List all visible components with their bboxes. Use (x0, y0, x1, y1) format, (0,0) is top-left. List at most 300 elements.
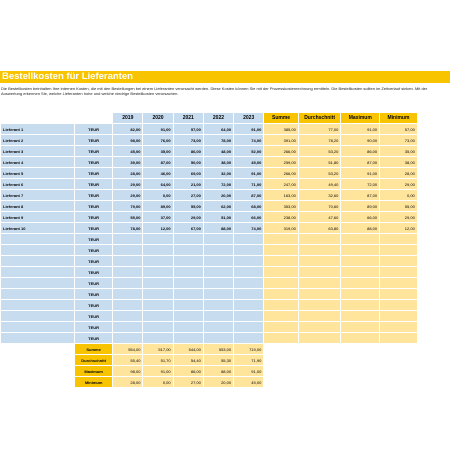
summary-value-cell[interactable]: 27,00 (173, 377, 203, 388)
stat-header[interactable]: Durchschnitt (298, 113, 341, 124)
empty-row (1, 300, 450, 311)
stat-cell[interactable] (341, 234, 380, 245)
blank-cell (298, 377, 341, 388)
value-cell[interactable]: 50,00 (173, 157, 203, 168)
unit-cell[interactable]: TEUR (75, 190, 113, 201)
unit-cell[interactable]: TEUR (75, 157, 113, 168)
unit-cell[interactable]: TEUR (75, 201, 113, 212)
stat-cell[interactable]: 57,00 (380, 124, 418, 135)
stat-cell[interactable] (264, 234, 299, 245)
stat-cell[interactable]: 53,20 (298, 168, 341, 179)
corner-cell[interactable] (75, 113, 113, 124)
value-cell[interactable] (203, 278, 233, 289)
summary-row (1, 366, 450, 377)
stat-cell[interactable]: 63,80 (298, 223, 341, 234)
value-cell[interactable] (113, 322, 143, 333)
stat-cell[interactable]: 49,40 (298, 179, 341, 190)
stat-cell[interactable]: 12,00 (380, 223, 418, 234)
table-row (1, 201, 450, 212)
value-cell[interactable] (143, 267, 173, 278)
blank-cell (380, 355, 418, 366)
value-cell[interactable]: 20,00 (203, 190, 233, 201)
summary-label[interactable]: Maximum (75, 366, 113, 377)
unit-cell[interactable]: TEUR (75, 322, 113, 333)
value-cell[interactable]: 62,00 (203, 201, 233, 212)
supplier-name-cell[interactable]: Lieferant 7 (1, 190, 75, 201)
stat-cell[interactable]: 90,00 (341, 135, 380, 146)
value-cell[interactable]: 72,00 (203, 179, 233, 190)
value-cell[interactable] (143, 278, 173, 289)
stat-cell[interactable] (298, 289, 341, 300)
unit-cell[interactable]: TEUR (75, 278, 113, 289)
blank-cell (298, 355, 341, 366)
value-cell[interactable] (143, 256, 173, 267)
value-cell[interactable] (143, 300, 173, 311)
unit-cell[interactable]: TEUR (75, 333, 113, 344)
blank-cell (380, 377, 418, 388)
unit-cell[interactable]: TEUR (75, 256, 113, 267)
value-cell[interactable]: 69,00 (173, 168, 203, 179)
unit-cell[interactable]: TEUR (75, 245, 113, 256)
stat-cell[interactable] (264, 256, 299, 267)
supplier-name-cell[interactable]: Lieferant 10 (1, 223, 75, 234)
table-row (1, 135, 450, 146)
value-cell[interactable] (113, 300, 143, 311)
value-cell[interactable] (173, 234, 203, 245)
value-cell[interactable]: 29,00 (113, 179, 143, 190)
stat-cell[interactable] (264, 267, 299, 278)
value-cell[interactable] (113, 256, 143, 267)
stat-header[interactable]: Maximum (341, 113, 380, 124)
stat-cell[interactable]: 163,00 (264, 190, 299, 201)
blank-cell (298, 366, 341, 377)
empty-row (1, 267, 450, 278)
year-header[interactable]: 2021 (173, 113, 203, 124)
value-cell[interactable]: 78,00 (113, 223, 143, 234)
stat-cell[interactable] (298, 322, 341, 333)
summary-value-cell[interactable]: 544,00 (173, 344, 203, 355)
value-cell[interactable]: 38,00 (203, 157, 233, 168)
stat-cell[interactable] (341, 256, 380, 267)
summary-value-cell[interactable]: 554,00 (113, 344, 143, 355)
value-cell[interactable]: 86,00 (173, 146, 203, 157)
stat-cell[interactable]: 353,00 (264, 201, 299, 212)
summary-value-cell[interactable]: 71,90 (234, 355, 264, 366)
value-cell[interactable]: 55,00 (173, 201, 203, 212)
supplier-name-cell[interactable] (1, 289, 75, 300)
blank-cell (1, 344, 75, 355)
unit-cell[interactable]: TEUR (75, 234, 113, 245)
supplier-name-cell[interactable] (1, 267, 75, 278)
value-cell[interactable]: 29,00 (113, 190, 143, 201)
unit-cell[interactable]: TEUR (75, 179, 113, 190)
value-cell[interactable] (143, 311, 173, 322)
stat-cell[interactable] (264, 300, 299, 311)
summary-value-cell[interactable]: 55,30 (203, 355, 233, 366)
value-cell[interactable]: 55,00 (113, 212, 143, 223)
supplier-name-cell[interactable] (1, 256, 75, 267)
value-cell[interactable]: 21,00 (173, 179, 203, 190)
summary-value-cell[interactable]: 86,00 (173, 366, 203, 377)
stat-cell[interactable]: 70,60 (298, 201, 341, 212)
value-cell[interactable] (203, 333, 233, 344)
empty-row (1, 333, 450, 344)
summary-value-cell[interactable]: 45,00 (234, 377, 264, 388)
value-cell[interactable] (234, 256, 264, 267)
stat-cell[interactable] (264, 333, 299, 344)
value-cell[interactable] (234, 311, 264, 322)
stat-cell[interactable] (380, 311, 418, 322)
stat-header[interactable]: Summe (264, 113, 299, 124)
table-row (1, 157, 450, 168)
stat-cell[interactable]: 259,00 (264, 157, 299, 168)
stat-cell[interactable]: 0,00 (380, 190, 418, 201)
unit-cell[interactable]: TEUR (75, 146, 113, 157)
stat-cell[interactable]: 88,00 (341, 223, 380, 234)
summary-value-cell[interactable]: 20,00 (203, 377, 233, 388)
stat-cell[interactable]: 35,00 (380, 146, 418, 157)
value-cell[interactable]: 46,00 (143, 168, 173, 179)
value-cell[interactable]: 88,00 (203, 223, 233, 234)
summary-value-cell[interactable]: 88,00 (203, 366, 233, 377)
value-cell[interactable]: 66,00 (234, 212, 264, 223)
value-cell[interactable] (234, 322, 264, 333)
value-cell[interactable] (173, 300, 203, 311)
value-cell[interactable] (234, 234, 264, 245)
stat-cell[interactable]: 47,60 (298, 212, 341, 223)
stat-cell[interactable]: 89,00 (341, 201, 380, 212)
supplier-name-cell[interactable] (1, 300, 75, 311)
summary-value-cell[interactable]: 28,00 (113, 377, 143, 388)
value-cell[interactable]: 91,00 (143, 124, 173, 135)
value-cell[interactable]: 89,00 (143, 201, 173, 212)
supplier-name-cell[interactable] (1, 322, 75, 333)
stat-cell[interactable]: 247,00 (264, 179, 299, 190)
stat-cell[interactable] (264, 311, 299, 322)
stat-cell[interactable] (341, 289, 380, 300)
value-cell[interactable] (234, 267, 264, 278)
value-cell[interactable]: 39,00 (113, 157, 143, 168)
value-cell[interactable]: 71,00 (234, 179, 264, 190)
stat-cell[interactable] (380, 289, 418, 300)
value-cell[interactable] (234, 300, 264, 311)
stat-cell[interactable]: 238,00 (264, 212, 299, 223)
stat-cell[interactable]: 86,00 (341, 146, 380, 157)
value-cell[interactable] (173, 278, 203, 289)
value-cell[interactable]: 27,00 (173, 190, 203, 201)
table-row (1, 190, 450, 201)
stat-cell[interactable]: 78,20 (298, 135, 341, 146)
value-cell[interactable] (173, 322, 203, 333)
value-cell[interactable]: 45,00 (234, 157, 264, 168)
sheet-description: Die Bestellkosten beinhalten Ihre internen Kosten, die mit den Bestellungen bei einem Lieferanten verursacht werden. Diese Kosten können Sie mit der Prozesskostenrechnung ermitteln. Die Bestellkosten sollten im Zeitverlauf sinken. Mit der Auswertung erkennen Sie, welche Lieferanten hohe und welche niedrige Bestellkosten verursachen. (1, 86, 428, 96)
value-cell[interactable] (113, 311, 143, 322)
summary-row (1, 355, 450, 366)
year-header[interactable]: 2023 (234, 113, 264, 124)
stat-cell[interactable]: 53,20 (298, 146, 341, 157)
stat-cell[interactable]: 73,00 (380, 135, 418, 146)
value-cell[interactable] (234, 245, 264, 256)
blank-cell (380, 344, 418, 355)
stat-cell[interactable] (298, 300, 341, 311)
supplier-name-cell[interactable]: Lieferant 9 (1, 212, 75, 223)
stat-cell[interactable] (298, 256, 341, 267)
blank-cell (1, 377, 75, 388)
value-cell[interactable] (234, 289, 264, 300)
stat-cell[interactable] (341, 245, 380, 256)
table-row (1, 212, 450, 223)
unit-cell[interactable]: TEUR (75, 300, 113, 311)
supplier-name-cell[interactable]: Lieferant 2 (1, 135, 75, 146)
blank-cell (1, 355, 75, 366)
cost-table (0, 112, 450, 388)
value-cell[interactable] (203, 234, 233, 245)
blank-cell (264, 355, 299, 366)
stat-cell[interactable] (341, 333, 380, 344)
value-cell[interactable] (203, 256, 233, 267)
table-row (1, 168, 450, 179)
stat-cell[interactable]: 55,00 (380, 201, 418, 212)
value-cell[interactable] (203, 300, 233, 311)
value-cell[interactable]: 73,00 (173, 135, 203, 146)
stat-cell[interactable] (341, 322, 380, 333)
stat-cell[interactable] (380, 234, 418, 245)
value-cell[interactable]: 64,00 (143, 179, 173, 190)
value-cell[interactable] (143, 322, 173, 333)
value-cell[interactable]: 0,00 (143, 190, 173, 201)
stat-cell[interactable] (341, 311, 380, 322)
value-cell[interactable] (113, 245, 143, 256)
stat-cell[interactable] (380, 245, 418, 256)
stat-cell[interactable] (264, 245, 299, 256)
value-cell[interactable] (203, 311, 233, 322)
empty-row (1, 256, 450, 267)
value-cell[interactable] (173, 267, 203, 278)
value-cell[interactable]: 68,00 (234, 201, 264, 212)
table-row (1, 146, 450, 157)
summary-value-cell[interactable]: 517,00 (143, 344, 173, 355)
stat-cell[interactable]: 66,00 (341, 212, 380, 223)
stat-cell[interactable]: 87,00 (341, 190, 380, 201)
value-cell[interactable] (173, 245, 203, 256)
supplier-name-cell[interactable] (1, 234, 75, 245)
stat-cell[interactable] (380, 300, 418, 311)
sheet-title: Bestellkosten für Lieferanten (2, 71, 133, 82)
supplier-name-cell[interactable] (1, 278, 75, 289)
value-cell[interactable]: 29,00 (173, 212, 203, 223)
unit-cell[interactable]: TEUR (75, 168, 113, 179)
blank-cell (341, 355, 380, 366)
stat-cell[interactable] (380, 267, 418, 278)
value-cell[interactable]: 57,00 (173, 124, 203, 135)
unit-cell[interactable]: TEUR (75, 289, 113, 300)
stat-cell[interactable]: 32,60 (298, 190, 341, 201)
unit-cell[interactable]: TEUR (75, 124, 113, 135)
value-cell[interactable] (203, 245, 233, 256)
blank-cell (341, 377, 380, 388)
unit-cell[interactable]: TEUR (75, 311, 113, 322)
supplier-name-cell[interactable]: Lieferant 4 (1, 157, 75, 168)
summary-value-cell[interactable]: 98,00 (113, 366, 143, 377)
empty-row (1, 278, 450, 289)
value-cell[interactable] (234, 333, 264, 344)
value-cell[interactable]: 35,00 (143, 146, 173, 157)
summary-row (1, 344, 450, 355)
stat-cell[interactable]: 91,00 (341, 168, 380, 179)
value-cell[interactable]: 37,00 (143, 212, 173, 223)
value-cell[interactable] (143, 333, 173, 344)
blank-cell (380, 366, 418, 377)
year-header[interactable]: 2020 (143, 113, 173, 124)
summary-label[interactable]: Minimum (75, 377, 113, 388)
value-cell[interactable]: 12,00 (143, 223, 173, 234)
value-cell[interactable]: 28,00 (113, 168, 143, 179)
header-row (1, 113, 450, 124)
stat-cell[interactable] (298, 333, 341, 344)
value-cell[interactable]: 76,00 (143, 135, 173, 146)
stat-cell[interactable]: 28,00 (380, 168, 418, 179)
value-cell[interactable]: 91,00 (234, 124, 264, 135)
stat-cell[interactable] (264, 322, 299, 333)
value-cell[interactable] (113, 333, 143, 344)
stat-header[interactable]: Minimum (380, 113, 418, 124)
blank-cell (264, 366, 299, 377)
summary-value-cell[interactable]: 0,00 (143, 377, 173, 388)
corner-cell[interactable] (1, 113, 75, 124)
empty-row (1, 322, 450, 333)
empty-row (1, 245, 450, 256)
summary-value-cell[interactable]: 91,00 (143, 366, 173, 377)
value-cell[interactable]: 91,00 (234, 168, 264, 179)
unit-cell[interactable]: TEUR (75, 212, 113, 223)
value-cell[interactable]: 74,00 (234, 223, 264, 234)
value-cell[interactable] (143, 245, 173, 256)
stat-cell[interactable] (380, 256, 418, 267)
value-cell[interactable]: 51,00 (203, 212, 233, 223)
blank-cell (298, 344, 341, 355)
stat-cell[interactable]: 266,00 (264, 168, 299, 179)
stat-cell[interactable]: 77,00 (298, 124, 341, 135)
summary-label[interactable]: Durchschnitt (75, 355, 113, 366)
supplier-name-cell[interactable]: Lieferant 1 (1, 124, 75, 135)
value-cell[interactable] (203, 322, 233, 333)
stat-cell[interactable]: 38,00 (380, 157, 418, 168)
value-cell[interactable] (203, 267, 233, 278)
stat-cell[interactable] (380, 322, 418, 333)
stat-cell[interactable]: 266,00 (264, 146, 299, 157)
unit-cell[interactable]: TEUR (75, 135, 113, 146)
value-cell[interactable] (173, 289, 203, 300)
value-cell[interactable]: 48,00 (203, 146, 233, 157)
value-cell[interactable]: 87,00 (143, 157, 173, 168)
year-header[interactable]: 2019 (113, 113, 143, 124)
value-cell[interactable]: 74,00 (234, 135, 264, 146)
value-cell[interactable] (113, 289, 143, 300)
blank-cell (264, 377, 299, 388)
value-cell[interactable]: 45,00 (113, 146, 143, 157)
value-cell[interactable]: 52,00 (234, 146, 264, 157)
stat-cell[interactable] (298, 278, 341, 289)
value-cell[interactable] (173, 256, 203, 267)
stat-cell[interactable]: 319,00 (264, 223, 299, 234)
supplier-name-cell[interactable]: Lieferant 6 (1, 179, 75, 190)
supplier-name-cell[interactable] (1, 311, 75, 322)
value-cell[interactable] (113, 267, 143, 278)
blank-cell (1, 366, 75, 377)
supplier-name-cell[interactable] (1, 333, 75, 344)
value-cell[interactable]: 79,00 (113, 201, 143, 212)
stat-cell[interactable] (341, 278, 380, 289)
value-cell[interactable] (173, 333, 203, 344)
supplier-name-cell[interactable]: Lieferant 5 (1, 168, 75, 179)
table-row (1, 223, 450, 234)
blank-cell (264, 344, 299, 355)
stat-cell[interactable]: 87,00 (341, 157, 380, 168)
stat-cell[interactable] (380, 278, 418, 289)
stat-cell[interactable]: 29,00 (380, 212, 418, 223)
value-cell[interactable] (113, 278, 143, 289)
value-cell[interactable]: 78,00 (203, 135, 233, 146)
value-cell[interactable] (143, 234, 173, 245)
value-cell[interactable]: 87,00 (234, 190, 264, 201)
unit-cell[interactable]: TEUR (75, 267, 113, 278)
summary-value-cell[interactable]: 91,00 (234, 366, 264, 377)
value-cell[interactable] (143, 289, 173, 300)
stat-cell[interactable] (298, 245, 341, 256)
supplier-name-cell[interactable] (1, 245, 75, 256)
summary-value-cell[interactable]: 553,00 (203, 344, 233, 355)
empty-row (1, 311, 450, 322)
stat-cell[interactable] (341, 267, 380, 278)
empty-row (1, 234, 450, 245)
summary-value-cell[interactable]: 51,70 (143, 355, 173, 366)
stat-cell[interactable] (380, 333, 418, 344)
supplier-name-cell[interactable]: Lieferant 8 (1, 201, 75, 212)
value-cell[interactable] (234, 278, 264, 289)
summary-value-cell[interactable]: 54,40 (173, 355, 203, 366)
stat-cell[interactable] (298, 311, 341, 322)
value-cell[interactable]: 64,00 (203, 124, 233, 135)
value-cell[interactable]: 32,00 (203, 168, 233, 179)
stat-cell[interactable]: 91,00 (341, 124, 380, 135)
stat-cell[interactable]: 72,00 (341, 179, 380, 190)
stat-cell[interactable] (341, 300, 380, 311)
summary-value-cell[interactable]: 55,40 (113, 355, 143, 366)
stat-cell[interactable] (264, 278, 299, 289)
value-cell[interactable] (203, 289, 233, 300)
table-row (1, 124, 450, 135)
blank-cell (341, 344, 380, 355)
value-cell[interactable]: 82,00 (113, 124, 143, 135)
value-cell[interactable] (173, 311, 203, 322)
stat-cell[interactable]: 385,00 (264, 124, 299, 135)
unit-cell[interactable]: TEUR (75, 223, 113, 234)
stat-cell[interactable] (298, 267, 341, 278)
stat-cell[interactable] (264, 289, 299, 300)
stat-cell[interactable]: 51,80 (298, 157, 341, 168)
stat-cell[interactable]: 29,00 (380, 179, 418, 190)
table-row (1, 179, 450, 190)
value-cell[interactable] (113, 234, 143, 245)
summary-label[interactable]: Summe (75, 344, 113, 355)
stat-cell[interactable]: 391,00 (264, 135, 299, 146)
supplier-name-cell[interactable]: Lieferant 3 (1, 146, 75, 157)
stat-cell[interactable] (298, 234, 341, 245)
value-cell[interactable]: 67,00 (173, 223, 203, 234)
summary-value-cell[interactable]: 719,00 (234, 344, 264, 355)
year-header[interactable]: 2022 (203, 113, 233, 124)
value-cell[interactable]: 98,00 (113, 135, 143, 146)
